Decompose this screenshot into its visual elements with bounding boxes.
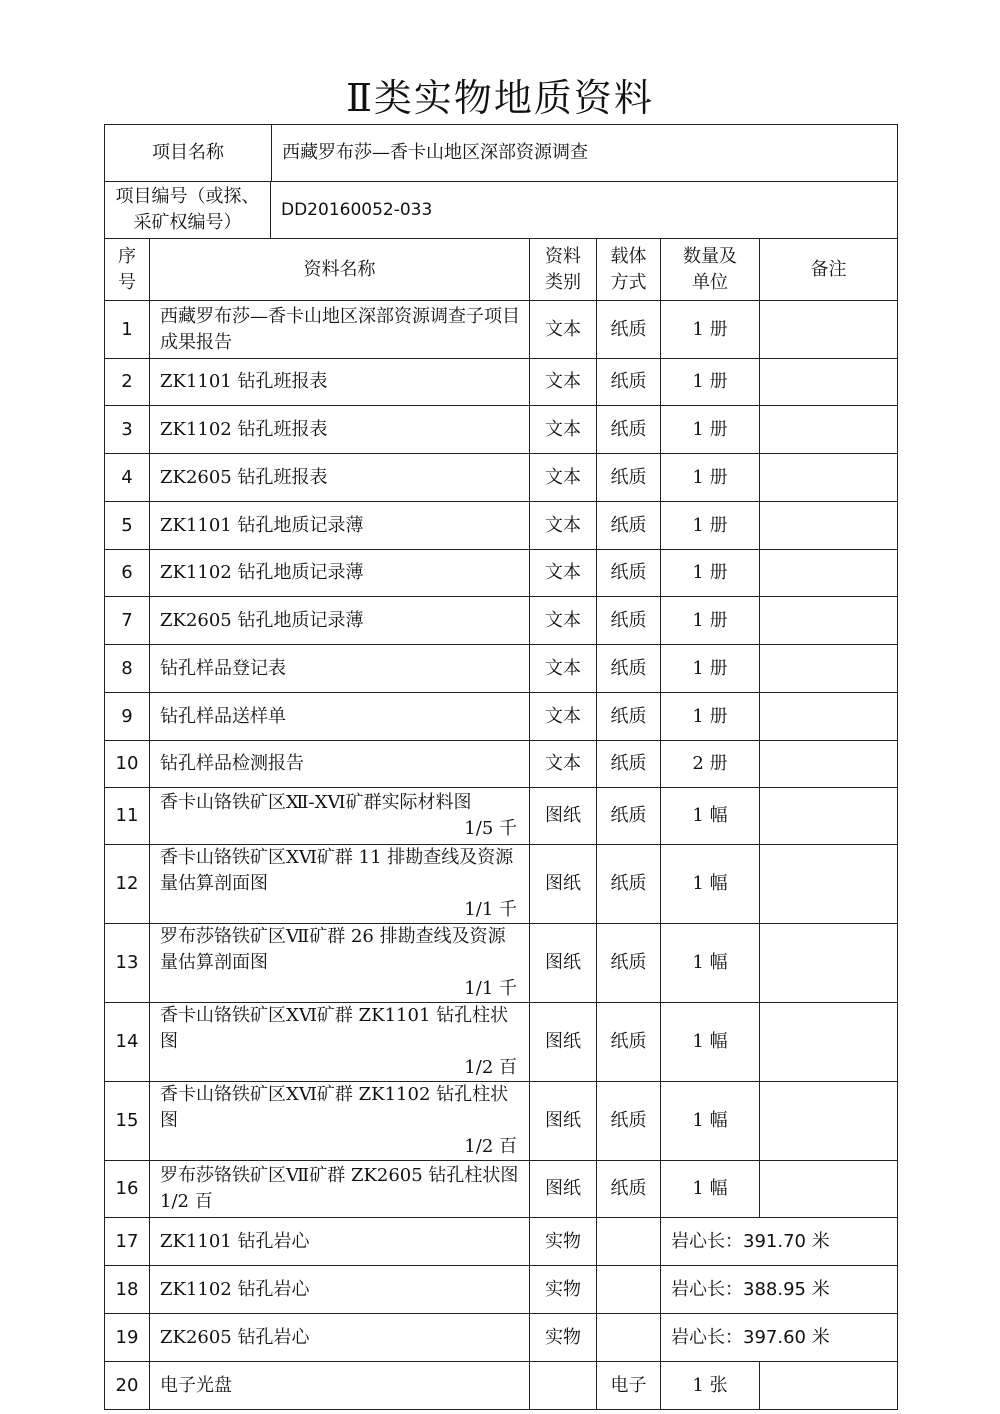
col-header-name: 资料名称 [150, 239, 530, 301]
table-row [105, 301, 898, 359]
row-carrier: 纸质 [597, 1082, 661, 1161]
row-name-text: 罗布莎铬铁矿区Ⅶ矿群 ZK2605 钻孔柱状图 1/2 百 [160, 1165, 519, 1212]
row-name [150, 693, 530, 741]
row-seq: 11 [105, 788, 150, 845]
row-name [150, 845, 530, 924]
row-remark [760, 693, 898, 741]
row-carrier: 纸质 [597, 550, 661, 597]
row-quantity: 1 幅 [661, 788, 760, 845]
row-category: 文本 [530, 502, 597, 550]
row-name: 电子光盘 [150, 1362, 530, 1410]
row-name [150, 741, 530, 788]
project-code-cell [105, 182, 898, 239]
row-category: 文本 [530, 741, 597, 788]
row-core-length: 岩心长：388.95 米 [661, 1266, 898, 1314]
project-name-value: 西藏罗布莎—香卡山地区深部资源调查 [282, 142, 588, 163]
row-seq: 5 [105, 502, 150, 550]
row-quantity: 1 幅 [661, 1161, 760, 1218]
row-quantity: 1 幅 [661, 845, 760, 924]
row-name-text: 香卡山铬铁矿区ⅩⅥ矿群 ZK1101 钻孔柱状图 [160, 1005, 509, 1052]
row-quantity: 1 册 [661, 693, 760, 741]
row-category: 图纸 [530, 788, 597, 845]
row-category: 图纸 [530, 924, 597, 1003]
project-code-row [105, 182, 898, 239]
table-row [105, 502, 898, 550]
project-name-row [105, 125, 898, 182]
row-name [150, 301, 530, 359]
table-row [105, 845, 898, 924]
row-seq: 2 [105, 359, 150, 406]
row-name-text: ZK1101 钻孔地质记录薄 [160, 514, 364, 536]
row-name-text: ZK1102 钻孔地质记录薄 [160, 562, 364, 583]
project-name-cell [105, 125, 898, 182]
row-name: ZK1101 钻孔岩心 [150, 1218, 530, 1266]
row-name [150, 597, 530, 645]
row-remark [760, 359, 898, 406]
row-quantity: 1 幅 [661, 924, 760, 1003]
page-title: Ⅱ类实物地质资料 [346, 76, 654, 120]
row-quantity: 1 张 [661, 1362, 760, 1410]
table-row [105, 406, 898, 454]
row-core-length: 岩心长：391.70 米 [661, 1218, 898, 1266]
table-row [105, 1218, 898, 1266]
row-carrier: 纸质 [597, 454, 661, 502]
row-name [150, 788, 530, 845]
row-category: 实物 [530, 1266, 597, 1314]
row-quantity: 1 册 [661, 550, 760, 597]
col-header-category: 资料类别 [530, 239, 597, 301]
row-seq: 13 [105, 924, 150, 1003]
row-name: ZK2605 钻孔岩心 [150, 1314, 530, 1362]
row-name-text: 西藏罗布莎—香卡山地区深部资源调查子项目成果报告 [160, 305, 520, 353]
row-name [150, 406, 530, 454]
row-name-text: 香卡山铬铁矿区Ⅻ-ⅩⅥ矿群实际材料图 [160, 792, 472, 813]
row-seq: 12 [105, 845, 150, 924]
row-category: 文本 [530, 550, 597, 597]
table-row [105, 1314, 898, 1362]
project-name-label: 项目名称 [105, 125, 272, 181]
row-remark [760, 741, 898, 788]
row-carrier: 纸质 [597, 406, 661, 454]
row-quantity: 1 册 [661, 406, 760, 454]
row-remark [760, 924, 898, 1003]
row-carrier: 纸质 [597, 645, 661, 693]
row-name-text: 钻孔样品检测报告 [160, 753, 304, 774]
row-name [150, 454, 530, 502]
row-remark [760, 788, 898, 845]
col-header-carrier: 载体方式 [597, 239, 661, 301]
row-carrier [597, 1218, 661, 1266]
row-quantity: 1 幅 [661, 1003, 760, 1082]
row-seq: 1 [105, 301, 150, 359]
row-seq: 20 [105, 1362, 150, 1410]
row-name [150, 502, 530, 550]
row-carrier [597, 1266, 661, 1314]
table-row [105, 924, 898, 1003]
row-remark [760, 1003, 898, 1082]
row-seq: 14 [105, 1003, 150, 1082]
table-row [105, 645, 898, 693]
row-remark [760, 1362, 898, 1410]
row-quantity: 1 册 [661, 359, 760, 406]
project-code-value: DD20160052-033 [281, 200, 433, 220]
row-scale: 1/1 千 [464, 978, 517, 999]
row-carrier: 纸质 [597, 788, 661, 845]
row-name [150, 924, 530, 1003]
row-category: 图纸 [530, 1161, 597, 1218]
row-core-length: 岩心长：397.60 米 [661, 1314, 898, 1362]
row-remark [760, 301, 898, 359]
row-carrier: 纸质 [597, 1003, 661, 1082]
row-remark [760, 845, 898, 924]
row-quantity: 1 册 [661, 645, 760, 693]
row-name [150, 359, 530, 406]
row-seq: 17 [105, 1218, 150, 1266]
row-category: 文本 [530, 454, 597, 502]
row-remark [760, 406, 898, 454]
row-seq: 3 [105, 406, 150, 454]
row-carrier: 纸质 [597, 741, 661, 788]
row-carrier: 纸质 [597, 597, 661, 645]
row-seq: 7 [105, 597, 150, 645]
row-quantity: 1 册 [661, 454, 760, 502]
row-category: 文本 [530, 645, 597, 693]
row-seq: 8 [105, 645, 150, 693]
table-row [105, 1161, 898, 1218]
table-row [105, 1082, 898, 1161]
row-scale: 1/2 百 [464, 1057, 517, 1078]
row-scale: 1/1 千 [464, 899, 517, 920]
table-row [105, 741, 898, 788]
row-remark [760, 1082, 898, 1161]
row-name-text: 香卡山铬铁矿区ⅩⅥ矿群 11 排勘查线及资源量估算剖面图 [160, 847, 514, 894]
row-quantity: 2 册 [661, 741, 760, 788]
table-row [105, 1266, 898, 1314]
row-scale: 1/2 百 [464, 1136, 517, 1157]
row-category [530, 1362, 597, 1410]
row-carrier: 纸质 [597, 693, 661, 741]
row-name-text: 钻孔样品登记表 [160, 657, 286, 679]
row-name-text: ZK1101 钻孔班报表 [160, 371, 328, 392]
row-carrier: 纸质 [597, 1161, 661, 1218]
row-category: 图纸 [530, 1003, 597, 1082]
row-remark [760, 1161, 898, 1218]
row-name-text: ZK1102 钻孔班报表 [160, 418, 328, 440]
row-carrier: 电子 [597, 1362, 661, 1410]
row-quantity: 1 幅 [661, 1082, 760, 1161]
row-scale: 1/5 千 [464, 818, 517, 839]
row-name [150, 1161, 530, 1218]
project-code-label: 项目编号（或探、采矿权编号） [105, 182, 271, 238]
row-quantity: 1 册 [661, 597, 760, 645]
row-seq: 6 [105, 550, 150, 597]
row-seq: 9 [105, 693, 150, 741]
row-seq: 18 [105, 1266, 150, 1314]
row-carrier [597, 1314, 661, 1362]
row-category: 文本 [530, 301, 597, 359]
table-row [105, 359, 898, 406]
row-seq: 16 [105, 1161, 150, 1218]
row-seq: 19 [105, 1314, 150, 1362]
row-name-text: 香卡山铬铁矿区ⅩⅥ矿群 ZK1102 钻孔柱状图 [160, 1084, 509, 1131]
row-carrier: 纸质 [597, 924, 661, 1003]
row-seq: 4 [105, 454, 150, 502]
row-name [150, 645, 530, 693]
row-category: 实物 [530, 1314, 597, 1362]
row-carrier: 纸质 [597, 359, 661, 406]
row-name: ZK1102 钻孔岩心 [150, 1266, 530, 1314]
row-carrier: 纸质 [597, 301, 661, 359]
col-header-remark: 备注 [760, 239, 898, 301]
row-remark [760, 550, 898, 597]
row-category: 文本 [530, 359, 597, 406]
row-category: 文本 [530, 693, 597, 741]
row-name-text: ZK2605 钻孔班报表 [160, 466, 328, 488]
col-header-seq: 序号 [105, 239, 150, 301]
row-remark [760, 454, 898, 502]
material-table [104, 124, 898, 1410]
row-seq: 15 [105, 1082, 150, 1161]
row-quantity: 1 册 [661, 502, 760, 550]
row-name-text: 钻孔样品送样单 [160, 705, 286, 727]
table-row [105, 788, 898, 845]
row-category: 文本 [530, 406, 597, 454]
row-remark [760, 597, 898, 645]
column-header-row [105, 239, 898, 301]
row-remark [760, 502, 898, 550]
row-name [150, 1003, 530, 1082]
row-category: 图纸 [530, 845, 597, 924]
table-row [105, 693, 898, 741]
table-row [105, 597, 898, 645]
col-header-quantity: 数量及单位 [661, 239, 760, 301]
table-row [105, 1003, 898, 1082]
row-category: 实物 [530, 1218, 597, 1266]
row-name [150, 1082, 530, 1161]
row-category: 图纸 [530, 1082, 597, 1161]
row-remark [760, 645, 898, 693]
row-seq: 10 [105, 741, 150, 788]
table-row [105, 1362, 898, 1410]
row-category: 文本 [530, 597, 597, 645]
table-row [105, 550, 898, 597]
table-row [105, 454, 898, 502]
row-carrier: 纸质 [597, 845, 661, 924]
row-quantity: 1 册 [661, 301, 760, 359]
row-carrier: 纸质 [597, 502, 661, 550]
row-name-text: 罗布莎铬铁矿区Ⅶ矿群 26 排勘查线及资源量估算剖面图 [160, 926, 506, 973]
row-name [150, 550, 530, 597]
row-name-text: ZK2605 钻孔地质记录薄 [160, 609, 364, 631]
